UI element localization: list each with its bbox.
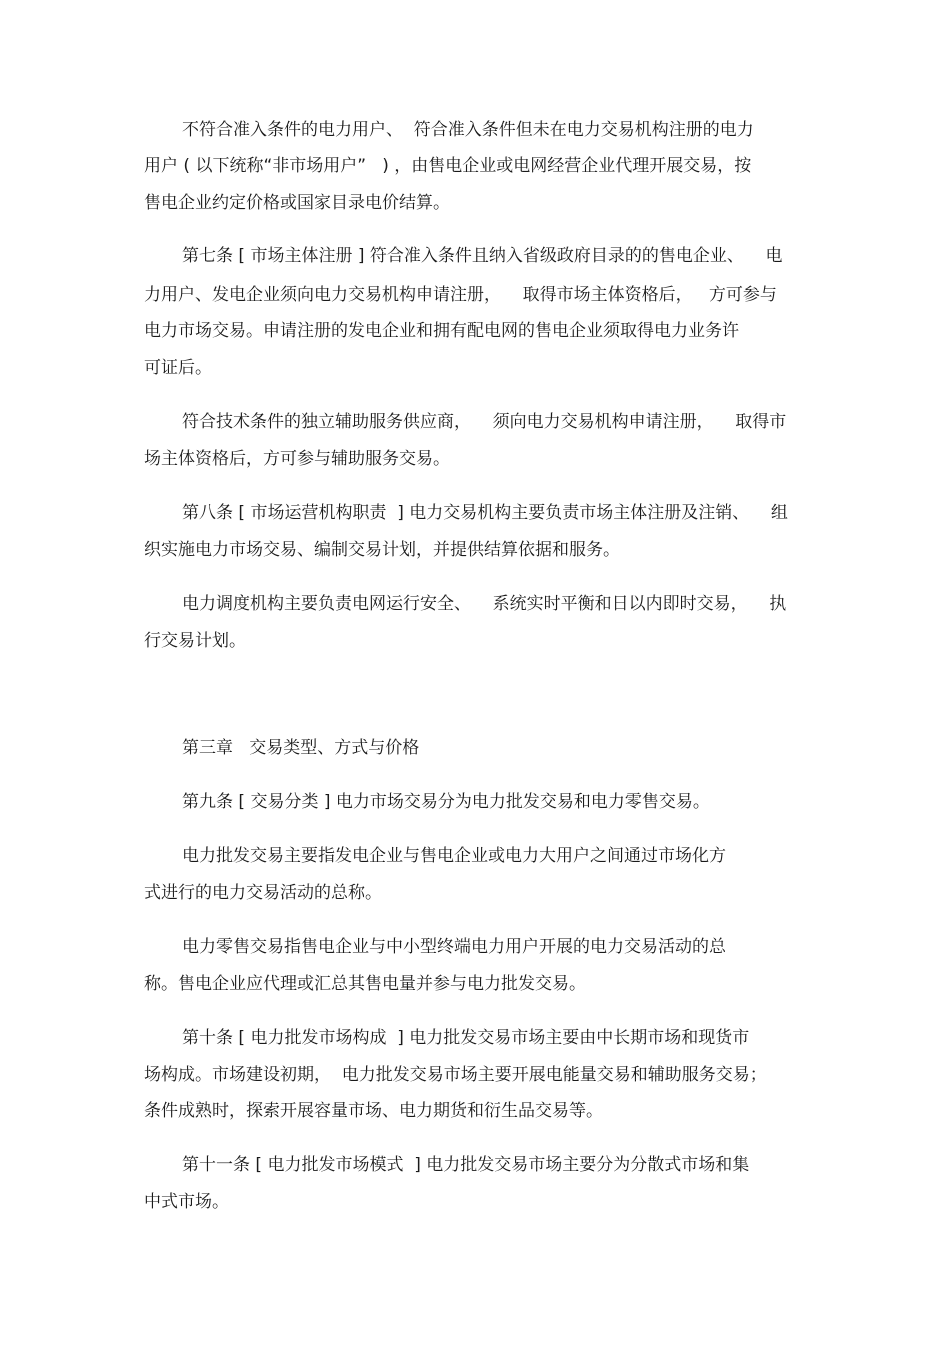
- paragraph-line: 式进行的电力交易活动的总称。: [144, 883, 382, 903]
- paragraph-line: 行交易计划。: [144, 631, 246, 651]
- paragraph-line: 场主体资格后，方可参与辅助服务交易。: [144, 449, 450, 469]
- paragraph-line: 符合技术条件的独立辅助服务供应商， 须向电力交易机构申请注册， 取得市: [182, 412, 787, 432]
- paragraph-line: 用户 ( 以下统称“非市场用户” ) ，由售电企业或电网经营企业代理开展交易，按: [144, 156, 752, 176]
- paragraph-line: 第九条 [ 交易分类 ] 电力市场交易分为电力批发交易和电力零售交易。: [182, 792, 710, 812]
- paragraph-line: 条件成熟时，探索开展容量市场、电力期货和衍生品交易等。: [144, 1101, 603, 1121]
- paragraph-line: 第七条 [ 市场主体注册 ] 符合准入条件且纳入省级政府目录的的售电企业、 电: [182, 246, 783, 266]
- paragraph-line: 织实施电力市场交易、编制交易计划，并提供结算依据和服务。: [144, 540, 620, 560]
- paragraph-line: 中式市场。: [144, 1192, 229, 1212]
- paragraph-line: 电力批发交易主要指发电企业与售电企业或电力大用户之间通过市场化方: [182, 846, 726, 866]
- paragraph-line: 第十一条 [ 电力批发市场模式 ] 电力批发交易市场主要分为分散式市场和集: [182, 1155, 750, 1175]
- paragraph-line: 称。售电企业应代理或汇总其售电量并参与电力批发交易。: [144, 974, 586, 994]
- paragraph-line: 电力市场交易。申请注册的发电企业和拥有配电网的售电企业须取得电力业务许: [144, 321, 739, 341]
- paragraph-line: 电力零售交易指售电企业与中小型终端电力用户开展的电力交易活动的总: [182, 937, 726, 957]
- paragraph-line: 售电企业约定价格或国家目录电价结算。: [144, 193, 450, 213]
- paragraph-line: 可证后。: [144, 358, 212, 378]
- paragraph-line: 第十条 [ 电力批发市场构成 ] 电力批发交易市场主要由中长期市场和现货市: [182, 1028, 750, 1048]
- paragraph-line: 第八条 [ 市场运营机构职责 ] 电力交易机构主要负责市场主体注册及注销、 组: [182, 503, 788, 523]
- paragraph-line: 不符合准入条件的电力用户、 符合准入条件但未在电力交易机构注册的电力: [182, 120, 754, 140]
- paragraph-line: 电力调度机构主要负责电网运行安全、 系统实时平衡和日以内即时交易， 执: [182, 594, 787, 614]
- paragraph-line: 场构成。市场建设初期， 电力批发交易市场主要开展电能量交易和辅助服务交易；: [144, 1065, 767, 1085]
- paragraph-line: 力用户、发电企业须向电力交易机构申请注册， 取得市场主体资格后， 方可参与: [144, 285, 777, 305]
- heading-line: 第三章 交易类型、方式与价格: [182, 738, 420, 758]
